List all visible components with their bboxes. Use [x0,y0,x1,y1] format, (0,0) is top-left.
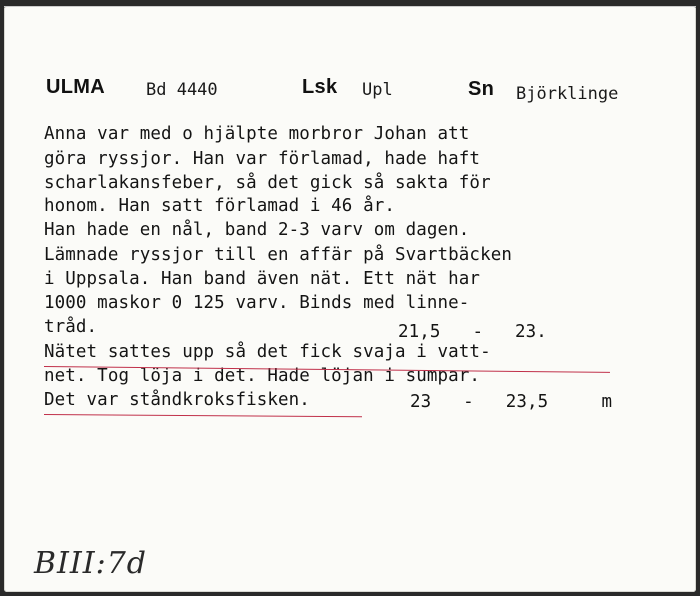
province-value: Upl [362,80,393,100]
province-label: Lsk [302,76,338,98]
text-line-underlined: Det var ståndkroksfisken. [44,390,310,410]
parish-label: Sn [468,78,495,100]
text-line: Han hade en nål, band 2-3 varv om dagen. [44,220,470,240]
text-line: tråd. [44,317,98,337]
archive-value: Bd 4440 [146,80,218,100]
parish-value: Björklinge [516,84,619,104]
measurement-1: 21,5 - 23. [398,322,547,342]
text-line: i Uppsala. Han band även nät. Ett nät har [44,269,481,289]
card-edge [4,6,696,7]
card-header [44,76,684,116]
text-line: Lämnade ryssjor till en affär på Svartbäcken [44,245,512,265]
text-line: honom. Han satt förlamad i 46 år. [44,196,395,216]
text-line: 1000 maskor 0 125 varv. Binds med linne- [44,293,470,313]
archive-label: ULMA [46,76,105,98]
archive-card [4,6,696,592]
shelfmark-handwritten: BIII:7d [34,546,147,581]
text-line: scharlakansfeber, så det gick så sakta för [44,173,491,193]
text-line: net. Tog löja i det. Hade löjan i sumpar. [44,366,481,386]
text-line-underlined: Nätet sattes upp så det fick svaja i vatt- [44,342,491,362]
text-line: göra ryssjor. Han var förlamad, hade haft [44,149,481,169]
measurement-2: 23 - 23,5 m [410,392,613,412]
red-underline [44,414,362,417]
text-line: Anna var med o hjälpte morbror Johan att [44,124,470,144]
